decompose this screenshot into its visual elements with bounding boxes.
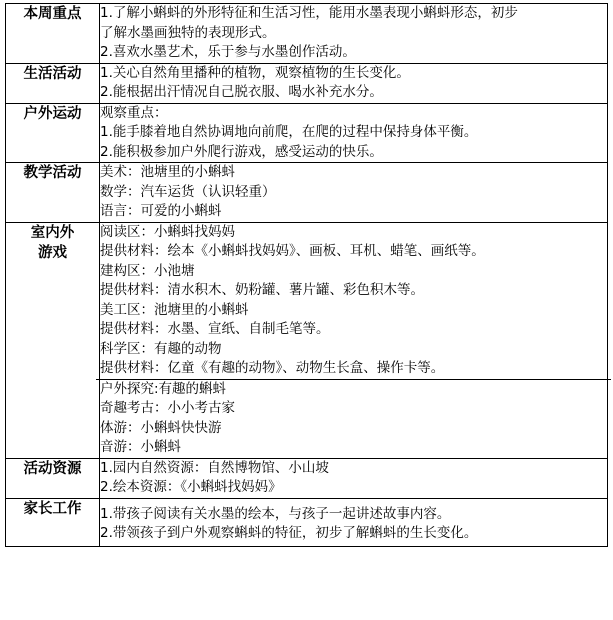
content-line: 数学：汽车运货（认识轻重）	[100, 183, 276, 200]
content-line: 体游：小蝌蚪快快游	[100, 419, 222, 436]
content-line: 音游：小蝌蚪	[100, 439, 181, 455]
content-line: 科学区：有趣的动物	[100, 340, 222, 357]
content-line: 2.能积极参加户外爬行游戏，感受运动的快乐。	[100, 143, 383, 160]
indoor-games-block	[100, 223, 607, 379]
row-content-parent-work	[100, 498, 608, 546]
content-line: 1.园内自然资源：自然博物馆、小山坡	[100, 459, 329, 476]
table-row	[6, 103, 608, 163]
row-label-line: 游戏	[38, 244, 67, 261]
table-row	[6, 163, 608, 223]
content-line: 美工区：池塘里的小蝌蚪	[100, 301, 249, 318]
row-label-activity-resources: 活动资源	[6, 458, 100, 498]
row-content-teaching-activities	[100, 163, 608, 223]
content-line: 美术：池塘里的小蝌蚪	[100, 164, 235, 180]
content-line: 提供材料：清水积木、奶粉罐、薯片罐、彩色积木等。	[100, 282, 424, 298]
table-row	[6, 498, 608, 546]
row-content-outdoor-exercise	[100, 103, 608, 163]
row-content-activity-resources	[100, 458, 608, 498]
content-line: 提供材料：绘本《小蝌蚪找妈妈》、画板、耳机、蜡笔、画纸等。	[100, 243, 485, 259]
row-label-daily-life: 生活活动	[6, 63, 100, 103]
content-line: 观察重点：	[100, 104, 168, 121]
row-content-games	[100, 222, 608, 458]
row-content-daily-life	[100, 63, 608, 103]
outdoor-games-block	[96, 379, 611, 458]
content-line: 提供材料：水墨、宣纸、自制毛笔等。	[100, 321, 330, 337]
content-line: 2.带领孩子到户外观察蝌蚪的特征，初步了解蝌蚪的生长变化。	[100, 525, 478, 541]
row-label-parent-work: 家长工作	[6, 498, 100, 546]
row-label-teaching-activities: 教学活动	[6, 163, 100, 223]
row-label-weekly-focus: 本周重点	[6, 4, 100, 64]
content-line: 1.了解小蝌蚪的外形特征和生活习性，能用水墨表现小蝌蚪形态，初步	[100, 5, 518, 21]
table-row	[6, 458, 608, 498]
content-line: 2.绘本资源：《小蝌蚪找妈妈》	[100, 479, 282, 495]
content-line: 1.关心自然角里播种的植物，观察植物的生长变化。	[100, 64, 410, 81]
content-line: 阅读区：小蝌蚪找妈妈	[100, 223, 235, 240]
content-line: 2.喜欢水墨艺术，乐于参与水墨创作活动。	[100, 44, 356, 60]
content-line: 语言：可爱的小蝌蚪	[100, 203, 222, 219]
content-line: 建构区：小池塘	[100, 262, 195, 279]
content-line: 奇趣考古：小小考古家	[100, 400, 235, 416]
content-line: 1.带孩子阅读有关水墨的绘本，与孩子一起讲述故事内容。	[100, 505, 451, 522]
weekly-plan-table	[5, 3, 608, 547]
row-label-outdoor-exercise: 户外运动	[6, 103, 100, 163]
content-line: 1.能手膝着地自然协调地向前爬，在爬的过程中保持身体平衡。	[100, 124, 478, 140]
content-line: 了解水墨画独特的表现形式。	[100, 24, 276, 41]
table-row	[6, 4, 608, 64]
content-line: 2.能根据出汗情况自己脱衣服、喝水补充水分。	[100, 84, 383, 100]
row-label-games	[6, 222, 100, 458]
content-line: 户外探究:有趣的蝌蚪	[100, 380, 227, 397]
table-row	[6, 222, 608, 458]
row-content-weekly-focus	[100, 4, 608, 64]
content-line: 提供材料：亿童《有趣的动物》、动物生长盒、操作卡等。	[100, 360, 445, 376]
table-row	[6, 63, 608, 103]
row-label-line: 室内外	[30, 224, 75, 241]
